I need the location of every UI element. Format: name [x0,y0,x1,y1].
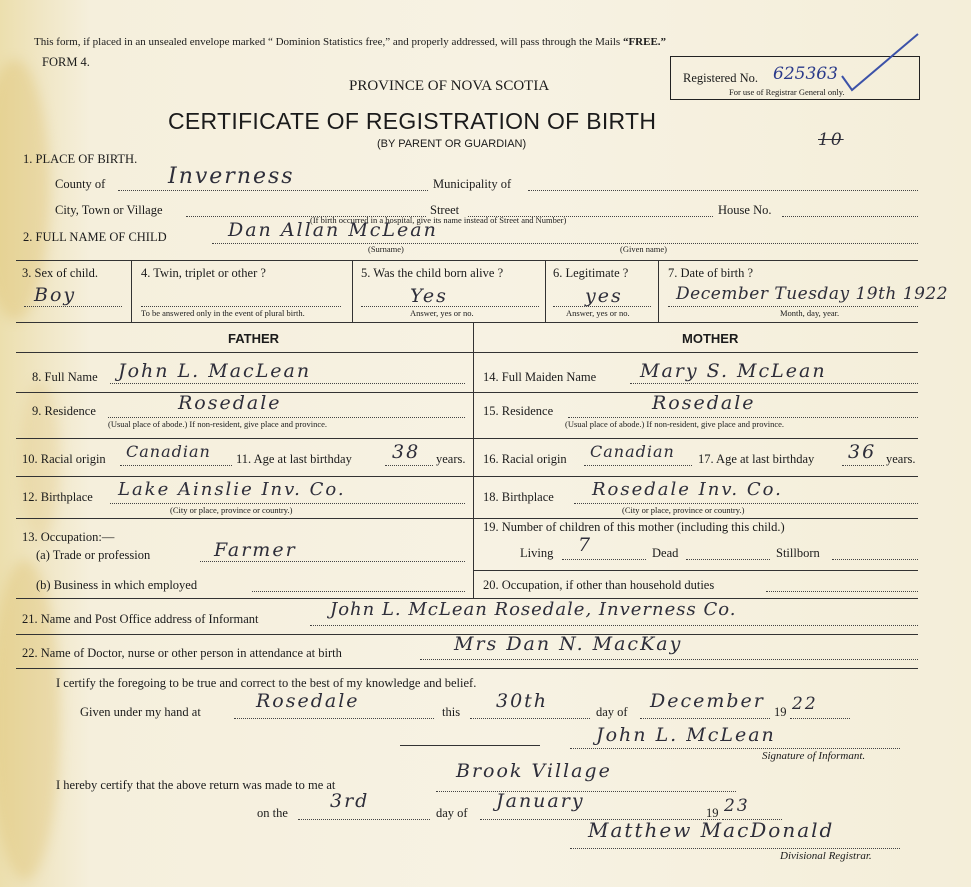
father-name-value: John L. MacLean [118,360,312,382]
county-value: Inverness [168,164,295,189]
father-residence-value: Rosedale [178,392,282,414]
dob-value: December Tuesday 19th 1922 [676,284,949,304]
hospital-note: (If birth occurred in a hospital, give its name instead of Street and Number) [310,215,567,225]
mother-birthplace-label: 18. Birthplace [483,490,554,504]
business-label: (b) Business in which employed [36,578,198,592]
month-value: December [650,690,765,712]
signature-of-informant-label: Signature of Informant. [762,750,866,762]
province-heading: PROVINCE OF NOVA SCOTIA [349,78,550,94]
water-stain [0,560,60,880]
street-label: Street [430,203,460,217]
day-value: 30th [496,690,549,712]
registrar-month-value: January [496,790,585,812]
sex-value: Boy [34,284,77,306]
given-name-note: (Given name) [620,244,667,254]
county-label: County of [55,177,106,191]
municipality-label: Municipality of [433,177,512,191]
sex-label: 3. Sex of child. [22,266,99,280]
form-number: FORM 4. [42,55,90,69]
water-stain [0,60,50,320]
dead-label: Dead [652,546,679,560]
certificate-subtitle: (BY PARENT OR GUARDIAN) [377,138,527,150]
father-birthplace-note: (City or place, province or country.) [170,505,293,515]
father-heading: FATHER [228,331,280,346]
surname-note: (Surname) [368,244,404,254]
legitimate-label: 6. Legitimate ? [553,266,629,280]
mail-notice-text: This form, if placed in an unsealed envelope marked “ Dominion Statistics free,” and properly addressed, will pass through the Mails [34,36,621,48]
twin-label: 4. Twin, triplet or other ? [141,266,266,280]
registrar-day-of-label: day of [436,806,468,820]
year-prefix: 19 [774,705,787,719]
trade-value: Farmer [214,539,297,561]
trade-label: (a) Trade or profession [36,548,151,562]
mail-notice [34,36,666,48]
mother-name-label: 14. Full Maiden Name [483,370,597,384]
mother-heading: MOTHER [682,331,739,346]
divisional-registrar-label: Divisional Registrar. [780,850,872,862]
mother-age-value: 36 [848,441,877,463]
mother-birthplace-value: Rosedale Inv. Co. [592,479,783,500]
father-racial-label: 10. Racial origin [22,452,106,466]
day-of-label: day of [596,705,628,719]
mother-residence-value: Rosedale [652,392,756,414]
registrar-year-value: 23 [724,796,750,816]
mother-residence-label: 15. Residence [483,404,554,418]
father-racial-value: Canadian [126,442,211,461]
mother-occupation-label: 20. Occupation, if other than household duties [483,578,715,592]
registrar-place-value: Brook Village [456,760,612,782]
certificate-title: CERTIFICATE OF REGISTRATION OF BIRTH [168,108,657,134]
informant-label: 21. Name and Post Office address of Informant [22,612,259,626]
registrar-use-note: For use of Registrar General only. [729,87,845,97]
registered-label: Registered No. [683,71,758,85]
doctor-label: 22. Name of Doctor, nurse or other person in attendance at birth [22,646,342,660]
mail-notice-free: “FREE.” [622,36,667,48]
legitimate-value: yes [585,285,623,307]
father-age-value: 38 [392,441,421,463]
registrar-statement: I hereby certify that the above return was made to me at [56,778,336,792]
stillborn-label: Stillborn [776,546,820,560]
father-residence-note: (Usual place of abode.) If non-resident, give place and province. [108,419,328,429]
child-name-label: 2. FULL NAME OF CHILD [23,230,167,244]
registrar-signature: Matthew MacDonald [588,818,835,842]
children-count-label: 19. Number of children of this mother (including this child.) [483,520,785,534]
father-birthplace-label: 12. Birthplace [22,490,93,504]
registrar-day-value: 3rd [330,790,370,812]
father-residence-label: 9. Residence [32,404,96,418]
father-occupation-label: 13. Occupation:— [22,530,115,544]
twin-note: To be answered only in the event of plural birth. [141,308,305,318]
father-birthplace-value: Lake Ainslie Inv. Co. [118,479,346,500]
alive-value: Yes [410,285,448,307]
child-name-value: Dan Allan McLean [228,219,438,241]
given-under-label: Given under my hand at [80,705,201,719]
registrar-year-prefix: 19 [706,806,719,820]
house-label: House No. [718,203,772,217]
given-place-value: Rosedale [256,690,360,712]
living-label: Living [520,546,554,560]
informant-signature: John L. McLean [596,724,776,746]
dob-label: 7. Date of birth ? [668,266,754,280]
place-of-birth-label: 1. PLACE OF BIRTH. [23,152,138,166]
mother-birthplace-note: (City or place, province or country.) [622,505,745,515]
registered-number: 625363 [773,64,838,84]
mother-residence-note: (Usual place of abode.) If non-resident, give place and province. [565,419,785,429]
mother-racial-label: 16. Racial origin [483,452,567,466]
doctor-value: Mrs Dan N. MacKay [454,633,683,655]
margin-number: 10 [818,130,844,150]
legitimate-note: Answer, yes or no. [566,308,630,318]
city-label: City, Town or Village [55,203,163,217]
father-age-label: 11. Age at last birthday [236,452,352,466]
certify-statement: I certify the foregoing to be true and correct to the best of my knowledge and belief. [56,676,477,690]
mother-years-label: years. [886,452,916,466]
dob-note: Month, day, year. [780,308,840,318]
alive-note: Answer, yes or no. [410,308,474,318]
this-label: this [442,705,461,719]
mother-racial-value: Canadian [590,442,675,461]
mother-name-value: Mary S. McLean [640,360,827,382]
father-years-label: years. [436,452,466,466]
year-value: 22 [792,694,818,714]
check-mark-icon [830,28,925,98]
mother-age-label: 17. Age at last birthday [698,452,815,466]
on-the-label: on the [257,806,288,820]
alive-label: 5. Was the child born alive ? [361,266,504,280]
father-name-label: 8. Full Name [32,370,98,384]
living-value: 7 [578,534,593,556]
informant-value: John L. McLean Rosedale, Inverness Co. [330,599,737,620]
